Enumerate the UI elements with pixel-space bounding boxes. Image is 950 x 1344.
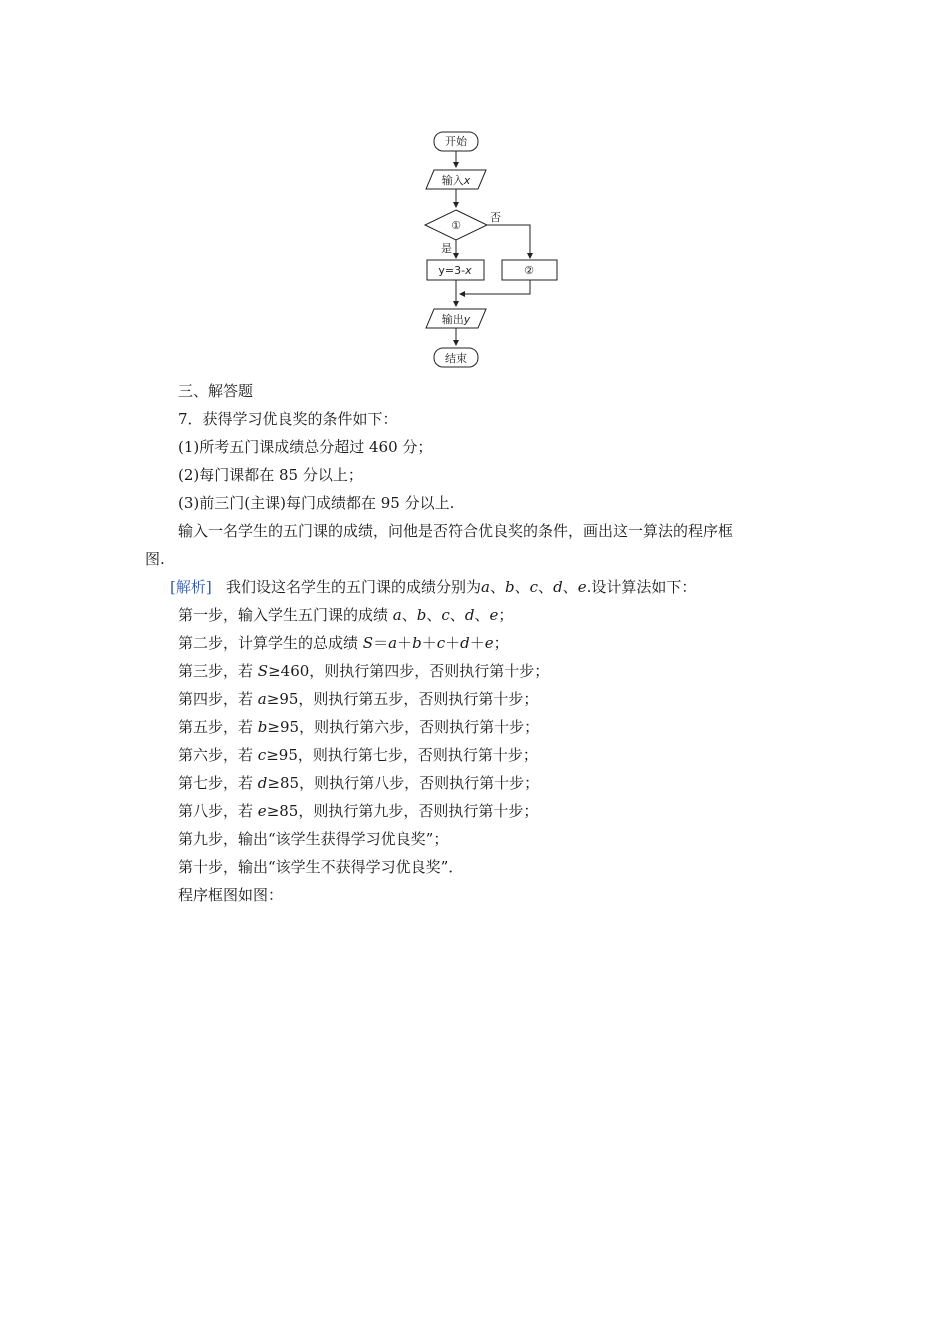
step-3: 第三步，若 S≥460，则执行第四步，否则执行第十步； bbox=[178, 662, 550, 680]
step-8: 第八步，若 e≥85，则执行第九步，否则执行第十步； bbox=[178, 802, 539, 820]
step-10: 第十步，输出“该学生不获得学习优良奖”． bbox=[178, 858, 464, 876]
start-label: 开始 bbox=[445, 135, 467, 148]
question-line-1: 输入一名学生的五门课的成绩，问他是否符合优良奖的条件，画出这一算法的程序框 bbox=[178, 522, 734, 540]
step-9: 第九步，输出“该学生获得学习优良奖”； bbox=[178, 830, 449, 848]
step-4: 第四步，若 a≥95，则执行第五步，否则执行第十步； bbox=[178, 690, 539, 708]
end-label: 结束 bbox=[445, 352, 467, 365]
decision-label: ① bbox=[451, 219, 461, 232]
yes-label: 是 bbox=[441, 242, 452, 255]
condition-1: (1)所考五门课成绩总分超过 460 分； bbox=[178, 438, 433, 456]
input-label: 输入x bbox=[441, 174, 471, 187]
question-line-2: 图. bbox=[145, 550, 165, 568]
step-5: 第五步，若 b≥95，则执行第六步，否则执行第十步； bbox=[178, 718, 540, 736]
condition-3: (3)前三门(主课)每门成绩都在 95 分以上. bbox=[178, 494, 455, 512]
step-7: 第七步，若 d≥85，则执行第八步，否则执行第十步； bbox=[178, 774, 540, 792]
closing-line: 程序框图如图： bbox=[178, 886, 284, 904]
process-right-label: ② bbox=[524, 264, 534, 277]
output-label: 输出y bbox=[441, 313, 471, 326]
analysis-tag: [解析] bbox=[170, 578, 212, 596]
no-label: 否 bbox=[490, 211, 501, 224]
step-2: 第二步，计算学生的总成绩 S＝a＋b＋c＋d＋e； bbox=[178, 634, 509, 652]
step-6: 第六步，若 c≥95，则执行第七步，否则执行第十步； bbox=[178, 746, 538, 764]
step-1: 第一步，输入学生五门课的成绩 a、b、c、d、e； bbox=[178, 606, 514, 624]
problem-heading: 7．获得学习优良奖的条件如下： bbox=[178, 410, 398, 428]
section-title: 三、解答题 bbox=[178, 382, 254, 400]
process-left-label: y=3-x bbox=[438, 264, 472, 277]
condition-2: (2)每门课都在 85 分以上； bbox=[178, 466, 363, 484]
solution-intro: [解析] 我们设这名学生的五门课的成绩分别为a、b、c、d、e.设计算法如下： bbox=[170, 578, 697, 596]
flowchart bbox=[0, 0, 950, 380]
